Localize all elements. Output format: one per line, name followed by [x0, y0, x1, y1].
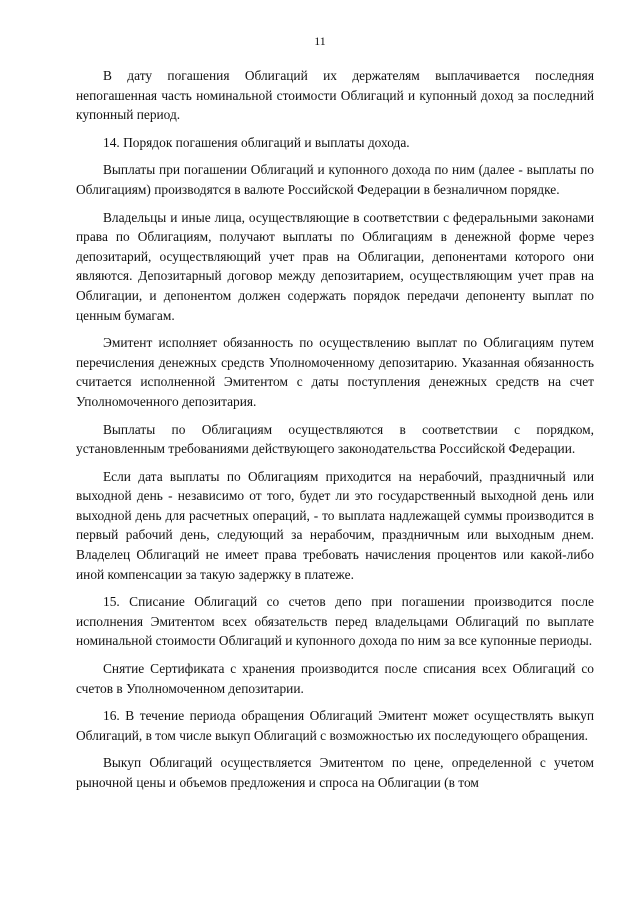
paragraph-buyback-price: Выкуп Облигаций осуществляется Эмитентом по цене, определенной с учетом рыночной цены и объемов предложения и спроса на Облигации (в том	[76, 755, 594, 790]
paragraph-non-working-day: Если дата выплаты по Облигациям приходится на нерабочий, праздничный или выходной день - независимо от того, будет ли это государственный выходной день или выходной день для расчетных операций, - то выплата надлежащей суммы производится в первый рабочий день, следующий за нерабочим, праздничным или выходным днем. Владелец Облигаций не имеет права требовать начисления процентов или какой-либо иной компенсации за такую задержку в платеже.	[76, 468, 594, 582]
paragraph-redemption-date: В дату погашения Облигаций их держателям выплачивается последняя непогашенная часть номинальной стоимости Облигаций и купонный доход за последний купонный период.	[76, 68, 594, 123]
paragraph-payment-currency: Выплаты при погашении Облигаций и купонного дохода по ним (далее - выплаты по Облигациям) производятся в валюте Российской Федерации в безналичном порядке.	[76, 162, 594, 197]
paragraph-certificate-removal: Снятие Сертификата с хранения производится после списания всех Облигаций со счетов в Уполномоченном депозитарии.	[76, 661, 594, 696]
paragraph-owners-payments: Владельцы и иные лица, осуществляющие в соответствии с федеральными законами права по Облигациям, получают выплаты по Облигациям в денежной форме через депозитарий, осуществляющий учет прав на Облигации, депонентами которого они являются. Депозитарный договор между депозитарием, осуществляющим учет прав на Облигации, и депонентом должен содержать порядок передачи депоненту выплат по ценным бумагам.	[76, 209, 594, 323]
section-16-paragraph: 16. В течение периода обращения Облигаций Эмитент может осуществлять выкуп Облигаций, в том числе выкуп Облигаций с возможностью их последующего обращения.	[76, 708, 594, 743]
section-15-paragraph: 15. Списание Облигаций со счетов депо при погашении производится после исполнения Эмитентом всех обязательств перед владельцами Облигаций по выплате номинальной стоимости Облигаций и купонного дохода по ним за все купонные периоды.	[76, 594, 594, 649]
section-14-heading: 14. Порядок погашения облигаций и выплаты дохода.	[103, 134, 410, 150]
paragraph-issuer-obligation: Эмитент исполняет обязанность по осуществлению выплат по Облигациям путем перечисления денежных средств Уполномоченному депозитарию. Указанная обязанность считается исполненной Эмитентом с даты поступления денежных средств на счет Уполномоченного депозитария.	[76, 335, 594, 409]
document-body	[76, 66, 594, 801]
page-number: 11	[314, 34, 326, 48]
paragraph-legal-procedure: Выплаты по Облигациям осуществляются в соответствии с порядком, установленным требованиями действующего законодательства Российской Федерации.	[76, 421, 594, 457]
